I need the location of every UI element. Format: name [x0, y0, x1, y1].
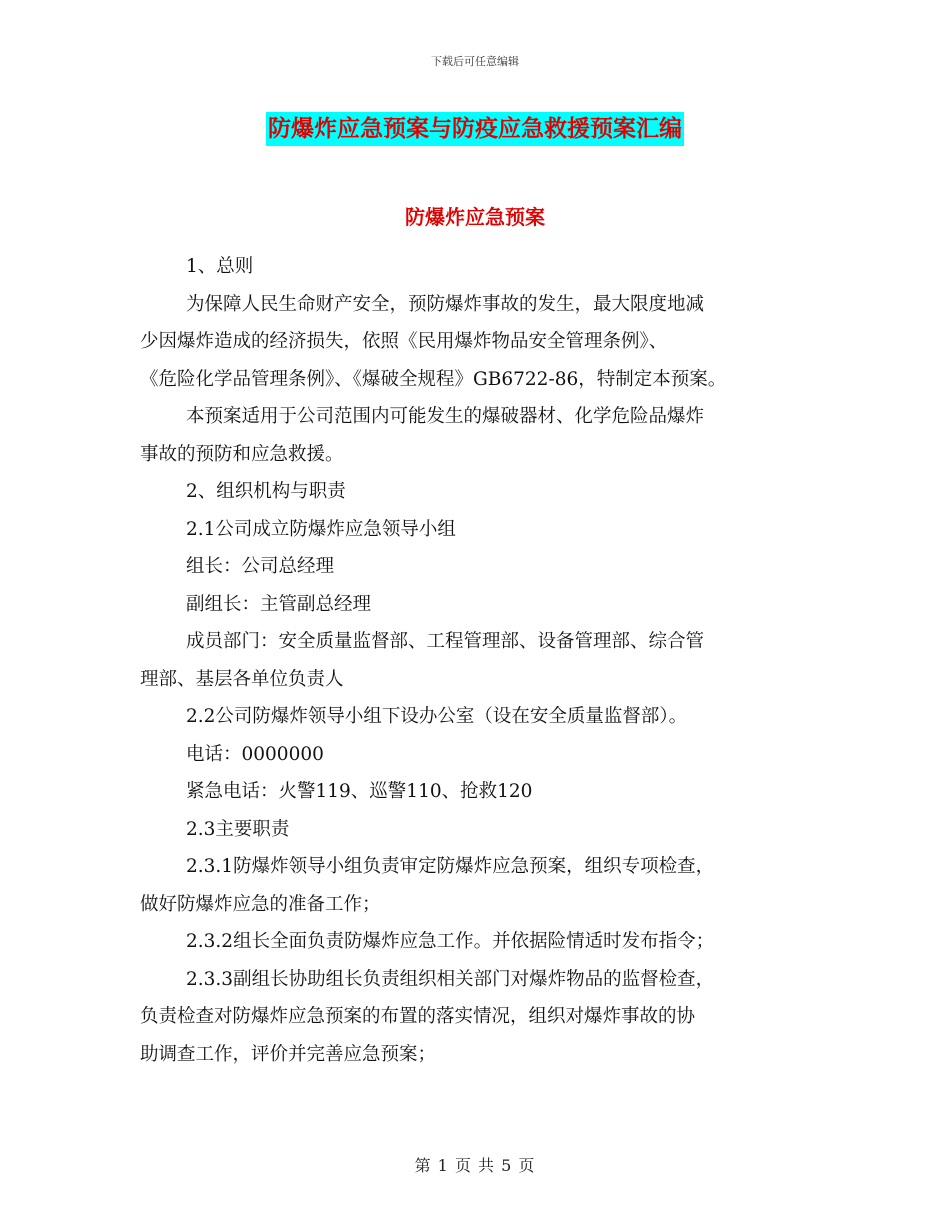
paragraph-line: 2.3.1防爆炸领导小组负责审定防爆炸应急预案，组织专项检查，: [186, 856, 715, 877]
main-title-container: [0, 112, 950, 146]
document-body: [140, 248, 810, 1073]
paragraph-line: 负责检查对防爆炸应急预案的布置的落实情况，组织对爆炸事故的协: [140, 1006, 696, 1027]
paragraph-line: 2、组织机构与职责: [186, 481, 346, 502]
page-footer: 第 1 页 共 5 页: [414, 1156, 536, 1175]
paragraph-line: 2.3主要职责: [186, 818, 290, 840]
paragraph-line: 组长：公司总经理: [186, 556, 335, 577]
paragraph-line: 2.1公司成立防爆炸应急领导小组: [186, 518, 456, 540]
paragraph-line: 少因爆炸造成的经济损失，依照《民用爆炸物品安全管理条例》、: [140, 331, 668, 352]
paragraph-line: 成员部门：安全质量监督部、工程管理部、设备管理部、综合管: [186, 631, 705, 652]
paragraph-line: 事故的预防和应急救援。: [140, 443, 344, 465]
paragraph-line: 为保障人民生命财产安全，预防爆炸事故的发生，最大限度地减: [186, 293, 705, 315]
main-title: 防爆炸应急预案与防疫应急救援预案汇编: [266, 112, 684, 146]
paragraph-line: 助调查工作，评价并完善应急预案；: [140, 1043, 437, 1065]
paragraph-line: 理部、基层各单位负责人: [140, 668, 344, 690]
paragraph-line: 做好防爆炸应急的准备工作；: [140, 893, 381, 915]
paragraph-line: 2.3.3副组长协助组长负责组织相关部门对爆炸物品的监督检查，: [186, 968, 715, 990]
section-title: 防爆炸应急预案: [405, 205, 545, 229]
paragraph-line: 紧急电话：火警119、巡警110、抢救120: [186, 781, 533, 802]
paragraph-line: 1、总则: [186, 256, 254, 277]
paragraph-line: 本预案适用于公司范围内可能发生的爆破器材、化学危险品爆炸: [186, 406, 705, 427]
paragraph-line: 2.2公司防爆炸领导小组下设办公室（设在安全质量监督部）。: [186, 706, 688, 727]
header-note: 下载后可任意编辑: [431, 55, 519, 68]
paragraph-line: 副组长：主管副总经理: [186, 593, 372, 615]
paragraph-line: 电话：0000000: [186, 743, 324, 765]
paragraph-line: 《危险化学品管理条例》、《爆破全规程》GB6722-86，特制定本预案。: [140, 368, 727, 390]
paragraph-line: 2.3.2组长全面负责防爆炸应急工作。并依据险情适时发布指令；: [186, 931, 715, 952]
